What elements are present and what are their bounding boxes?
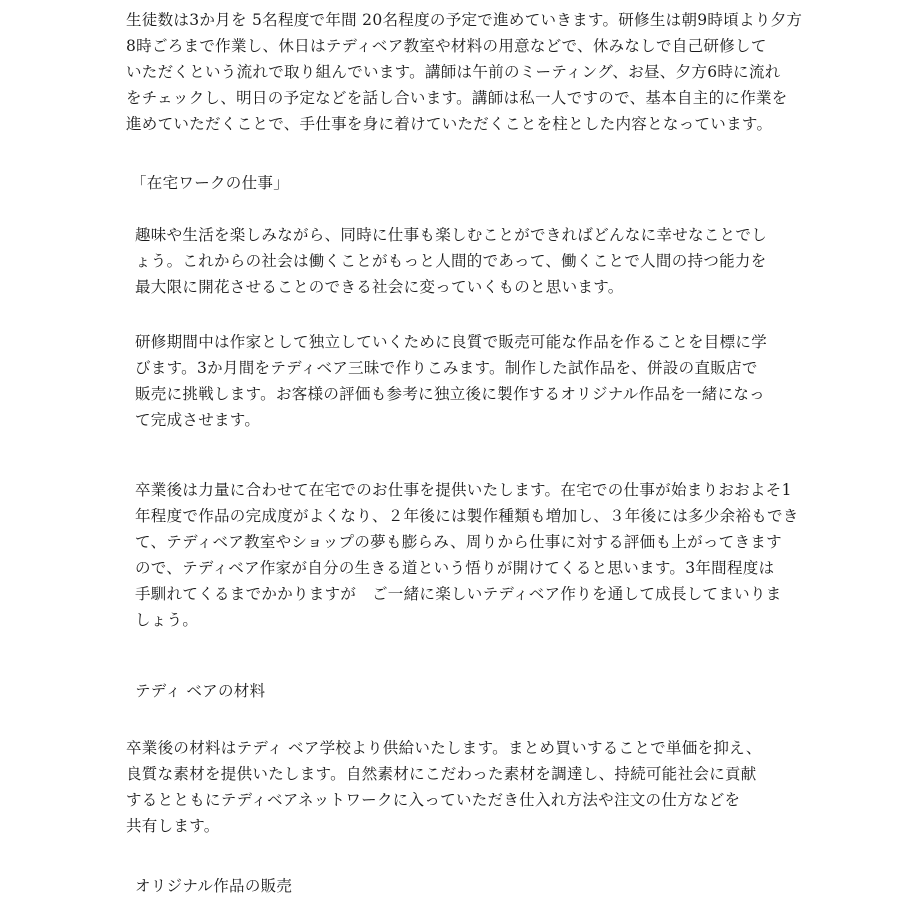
home-work-p1-line-2: ょう。これからの社会は働くことがもっと人間的であって、働くことで人間の持つ能力を <box>135 252 767 270</box>
intro-line-1: 生徒数は3か月を 5名程度で年間 20名程度の予定で進めていきます。研修生は朝9時頃より夕方 <box>126 11 803 29</box>
home-work-p3-line-2: 年程度で作品の完成度がよくなり、２年後には製作種類も増加し、３年後には多少余裕もでき <box>135 507 799 525</box>
home-work-paragraph-1 <box>135 222 767 300</box>
home-work-p2-line-1: 研修期間中は作家として独立していくために良質で販売可能な作品を作ることを目標に学 <box>135 333 768 351</box>
intro-paragraph <box>126 7 802 137</box>
materials-paragraph <box>126 735 762 839</box>
home-work-p3-line-3: て、テディベア教室やショップの夢も膨らみ、周りから仕事に対する評価も上がってきます <box>135 533 782 551</box>
home-work-p1-line-1: 趣味や生活を楽しみながら、同時に仕事も楽しむことができればどんなに幸せなことでし <box>135 226 768 244</box>
home-work-p3-line-5: 手馴れてくるまでかかりますが ご一緒に楽しいテディベア作りを通して成長してまいりま <box>135 585 782 603</box>
materials-line-1: 卒業後の材料はテディ ベア学校より供給いたします。まとめ買いすることで単価を抑え、 <box>126 739 762 757</box>
intro-line-3: いただくという流れで取り組んでいます。講師は午前のミーティング、お昼、夕方6時に流れ <box>126 63 781 81</box>
home-work-p3-line-4: ので、テディベア作家が自分の生きる道という悟りが開けてくると思います。3年間程度は <box>135 559 775 577</box>
intro-line-4: をチェックし、明日の予定などを話し合います。講師は私一人ですので、基本自主的に作業を <box>126 89 788 107</box>
home-work-paragraph-2 <box>135 329 767 433</box>
home-work-p2-line-2: びます。3か月間をテディベア三昧で作りこみます。制作した試作品を、併設の直販店で <box>135 359 758 377</box>
materials-line-2: 良質な素材を提供いたします。自然素材にこだわった素材を調達し、持続可能社会に貢献 <box>126 765 757 783</box>
home-work-p1-line-3: 最大限に開花させることのできる社会に変っていくものと思います。 <box>135 278 624 296</box>
home-work-paragraph-3 <box>135 477 799 633</box>
materials-line-3: するとともにテディベアネットワークに入っていただき仕入れ方法や注文の仕方などを <box>126 791 741 809</box>
intro-line-2: 8時ごろまで作業し、休日はテディベア教室や材料の用意などで、休みなしで自己研修して <box>126 37 767 55</box>
materials-heading: テディ ベアの材料 <box>135 682 266 700</box>
home-work-p2-line-4: て完成させます。 <box>135 411 261 429</box>
materials-line-4: 共有します。 <box>126 817 220 835</box>
home-work-heading: 「在宅ワークの仕事」 <box>131 174 290 192</box>
home-work-p2-line-3: 販売に挑戦します。お客様の評価も参考に独立後に製作するオリジナル作品を一緒になっ <box>135 385 765 403</box>
sales-heading: オリジナル作品の販売 <box>135 877 293 895</box>
home-work-p3-line-6: しょう。 <box>135 611 199 629</box>
intro-line-5: 進めていただくことで、手仕事を身に着けていただくことを柱とした内容となっています。 <box>126 115 773 133</box>
home-work-p3-line-1: 卒業後は力量に合わせて在宅でのお仕事を提供いたします。在宅での仕事が始まりおおよそ1 <box>135 481 792 499</box>
